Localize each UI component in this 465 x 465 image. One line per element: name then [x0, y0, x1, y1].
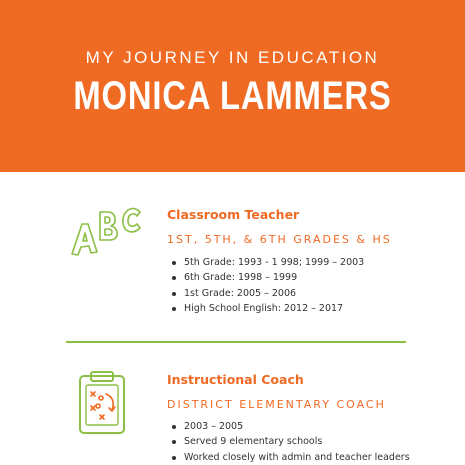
instructional-coach-list	[167, 419, 410, 465]
classroom-teacher-list	[167, 255, 364, 316]
list-item: Served 9 elementary schools	[167, 434, 410, 449]
list-item: 6th Grade: 1998 – 1999	[167, 270, 364, 285]
clipboard-playbook-icon	[76, 370, 130, 436]
page-title: MONICA LAMMERS	[73, 74, 392, 118]
list-item: 5th Grade: 1993 - 1 998; 1999 – 2003	[167, 255, 364, 270]
abc-blocks-icon	[66, 198, 146, 258]
role-title-instructional-coach: Instructional Coach	[167, 372, 304, 387]
list-item: 1st Grade: 2005 – 2006	[167, 286, 364, 301]
role-subtitle-classroom-teacher: 1ST, 5TH, & 6TH GRADES & HS	[167, 233, 392, 246]
header-banner	[0, 0, 465, 172]
role-subtitle-instructional-coach: DISTRICT ELEMENTARY COACH	[167, 398, 386, 411]
section-divider	[66, 341, 406, 343]
page-subtitle: MY JOURNEY IN EDUCATION	[85, 48, 380, 67]
list-item: High School English: 2012 – 2017	[167, 301, 364, 316]
role-title-classroom-teacher: Classroom Teacher	[167, 207, 300, 222]
list-item: 2003 – 2005	[167, 419, 410, 434]
list-item: Worked closely with admin and teacher leaders	[167, 450, 410, 465]
